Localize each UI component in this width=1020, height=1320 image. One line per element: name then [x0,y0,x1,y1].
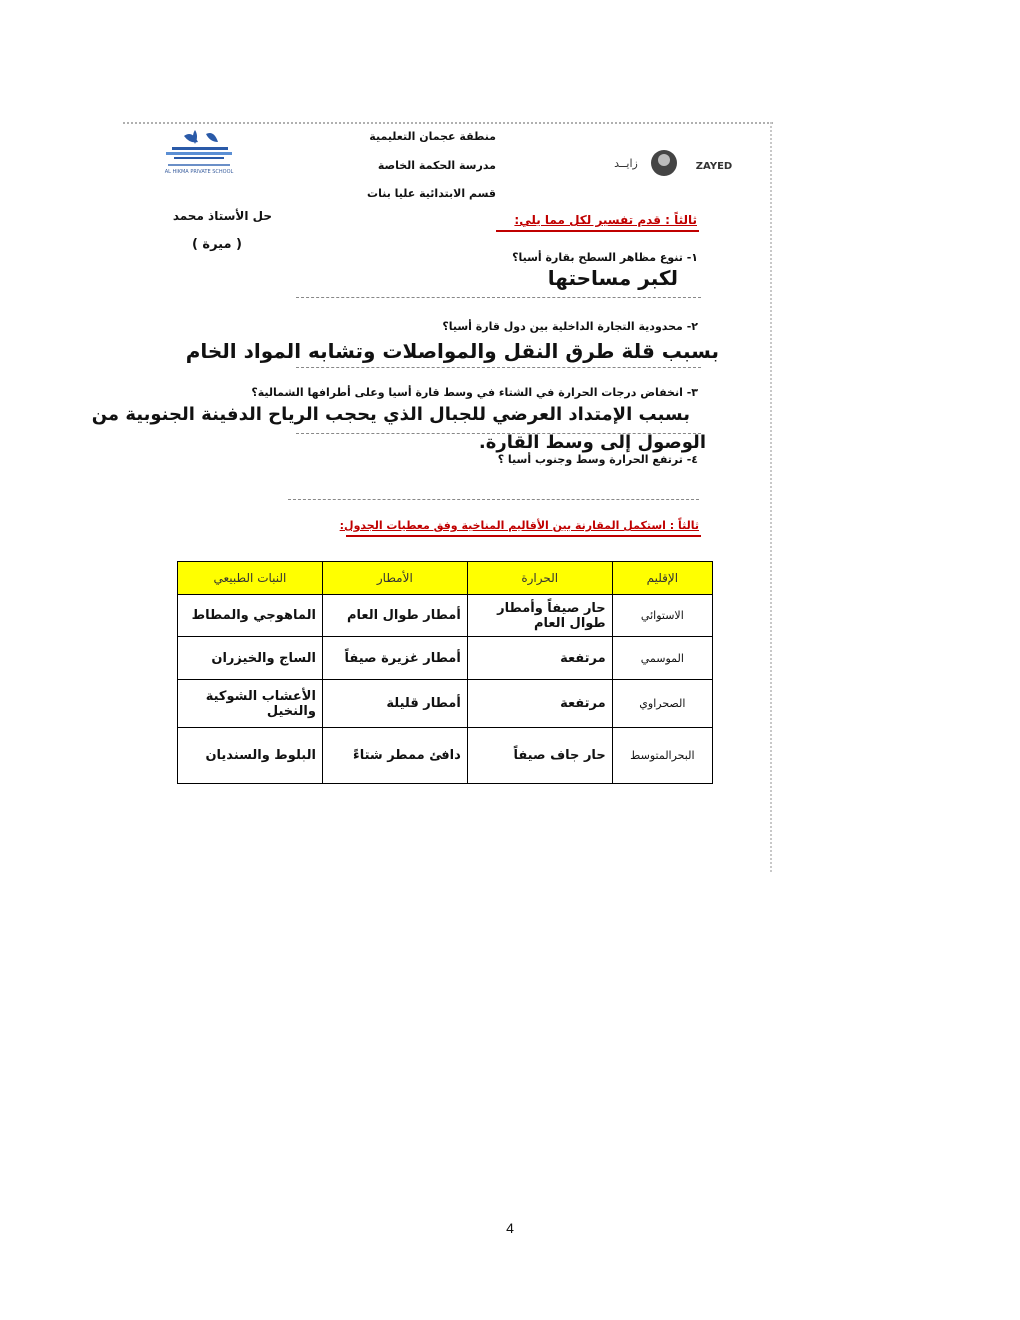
header-region: منطقة عجمان التعليمية [369,130,496,143]
answer-1-line [296,297,701,298]
header-vegetation-col: النبات الطبيعي [178,562,323,595]
row-vegetation: الأعشاب الشوكية والنخيل [178,680,323,728]
row-region: الاستوائي [612,595,712,637]
header-school: مدرسة الحكمة الخاصة [377,159,496,172]
section2-title: ثالثاً : استكمل المقارنة بين الأقاليم المناخية وفق معطيات الجدول: [339,519,699,532]
row-temperature: حار صيفاً وأمطار طوال العام [467,595,612,637]
climate-comparison-table [177,561,713,784]
row-temperature: مرتفعة [467,637,612,680]
row-region: الصحراوي [612,680,712,728]
answer-3-line1: بسبب الإمتداد العرضي للجبال الذي يحجب الرياح الدفينة الجنوبية من [91,404,690,425]
row-rain: أمطار قليلة [322,680,467,728]
table-row [178,637,713,680]
table-row [178,728,713,784]
answer-1: لكبر مساحتها [547,266,678,290]
row-temperature: حار جاف صيفاً [467,728,612,784]
answer-4-line [288,499,699,500]
header-rain-col: الأمطار [322,562,467,595]
table-header-row [178,562,713,595]
header-temperature-col: الحرارة [467,562,612,595]
page-frame-right [770,122,772,872]
question-1: ١- تنوع مظاهر السطح بقارة أسيا؟ [512,251,698,264]
question-3: ٣- انخفاض درجات الحرارة في الشتاء في وسط قارة أسيا وعلى أطرافها الشمالية؟ [251,386,698,399]
header-region-col: الإقليم [612,562,712,595]
row-vegetation: الساج والخيزران [178,637,323,680]
row-temperature: مرتفعة [467,680,612,728]
row-vegetation: البلوط والسنديان [178,728,323,784]
teacher-name: حل الأستاذ محمد [172,209,272,223]
row-region: البحرالمتوسط [612,728,712,784]
row-rain: أمطار طوال العام [322,595,467,637]
answer-2-line [296,367,701,368]
answer-2: بسبب قلة طرق النقل والمواصلات وتشابه المواد الخام [185,339,719,363]
row-region: الموسمي [612,637,712,680]
table-row [178,680,713,728]
section1-title-underline [496,230,699,232]
row-rain: أمطار غزيرة صيفاً [322,637,467,680]
section2-title-underline [346,535,701,537]
row-vegetation: الماهوجي والمطاط [178,595,323,637]
school-logo-caption: AL HIKMA PRIVATE SCHOOL [164,169,234,175]
question-4: ٤- ترتفع الحرارة وسط وجنوب أسيا ؟ [497,453,698,466]
header-department: قسم الابتدائية عليا بنات [367,187,496,200]
page-number: 4 [506,1220,514,1236]
zayed-logo-brand: ZAYED [695,161,732,172]
answer-3-line2: الوصول إلى وسط القارة. [478,432,706,453]
zayed-logo-arabic: زايــد [614,157,638,170]
question-2: ٢- محدودية التجارة الداخلية بين دول قارة أسيا؟ [442,320,698,333]
zayed-logo [598,145,732,181]
school-logo [162,130,236,176]
page-frame-top [123,122,773,124]
section1-title: ثالثاً : قدم تفسير لكل مما يلي: [514,213,697,227]
student-name: ( ميرة ) [191,237,242,252]
row-rain: دافئ ممطر شتاءً [322,728,467,784]
table-row [178,595,713,637]
